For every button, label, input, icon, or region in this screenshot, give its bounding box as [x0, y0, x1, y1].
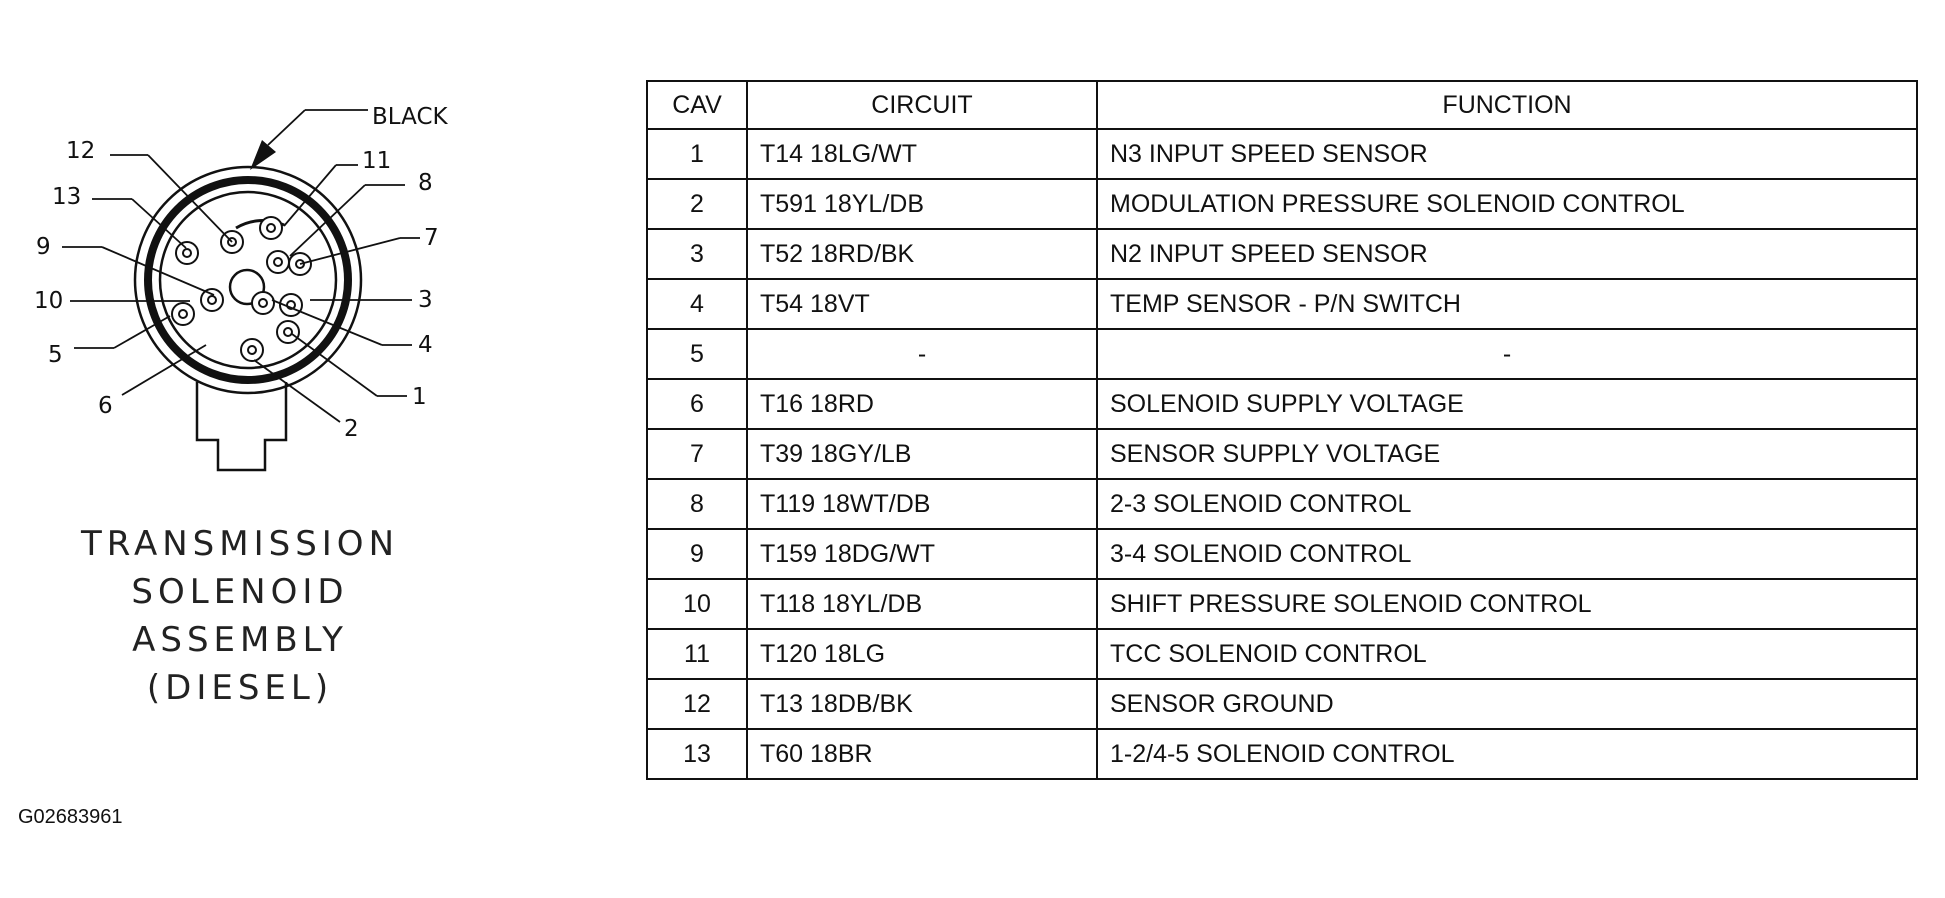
pin-contact — [284, 328, 292, 336]
header-circuit: CIRCUIT — [747, 81, 1097, 129]
color-label: BLACK — [372, 104, 448, 130]
caption-line: ASSEMBLY — [132, 620, 348, 660]
pin-label-13: 13 — [52, 184, 82, 210]
table-header-row — [647, 81, 1917, 129]
cell-circuit: T118 18YL/DB — [747, 579, 1097, 629]
pin-label-4: 4 — [418, 332, 433, 358]
pin-label-10: 10 — [34, 288, 64, 314]
pin-contact — [267, 224, 275, 232]
pin-contact — [208, 296, 216, 304]
figure-id: G02683961 — [18, 806, 123, 828]
cell-circuit: T54 18VT — [747, 279, 1097, 329]
pin-label-7: 7 — [424, 225, 439, 251]
cell-circuit: - — [747, 329, 1097, 379]
cell-cav: 7 — [647, 429, 747, 479]
cell-function: SENSOR GROUND — [1097, 679, 1917, 729]
cell-circuit: T119 18WT/DB — [747, 479, 1097, 529]
table-row — [647, 479, 1917, 529]
cell-cav: 12 — [647, 679, 747, 729]
caption-line: TRANSMISSION — [80, 524, 400, 564]
pin-label-1: 1 — [412, 384, 427, 410]
cell-cav: 2 — [647, 179, 747, 229]
cell-circuit: T39 18GY/LB — [747, 429, 1097, 479]
header-function: FUNCTION — [1097, 81, 1917, 129]
table-row — [647, 329, 1917, 379]
cell-circuit: T60 18BR — [747, 729, 1097, 779]
cell-circuit: T13 18DB/BK — [747, 679, 1097, 729]
connector-caption — [60, 520, 420, 712]
cell-cav: 5 — [647, 329, 747, 379]
pin-contact — [248, 346, 256, 354]
cell-function: MODULATION PRESSURE SOLENOID CONTROL — [1097, 179, 1917, 229]
table-row — [647, 429, 1917, 479]
cell-cav: 3 — [647, 229, 747, 279]
cell-circuit: T16 18RD — [747, 379, 1097, 429]
caption-line: (DIESEL) — [146, 668, 334, 708]
pin-label-5: 5 — [48, 342, 63, 368]
table-row — [647, 579, 1917, 629]
pin-label-9: 9 — [36, 234, 51, 260]
cell-cav: 10 — [647, 579, 747, 629]
table-row — [647, 129, 1917, 179]
pin-contact — [183, 249, 191, 257]
pinout-table — [646, 80, 1918, 780]
pin-contact — [179, 310, 187, 318]
pin-contact — [274, 258, 282, 266]
caption-line: SOLENOID — [131, 572, 349, 612]
pin-contact — [259, 299, 267, 307]
cell-cav: 11 — [647, 629, 747, 679]
cell-function: - — [1097, 329, 1917, 379]
table-row — [647, 629, 1917, 679]
cell-function: 3-4 SOLENOID CONTROL — [1097, 529, 1917, 579]
cell-function: SHIFT PRESSURE SOLENOID CONTROL — [1097, 579, 1917, 629]
cell-cav: 4 — [647, 279, 747, 329]
table-row — [647, 279, 1917, 329]
cell-function: 2-3 SOLENOID CONTROL — [1097, 479, 1917, 529]
table-row — [647, 179, 1917, 229]
cell-function: 1-2/4-5 SOLENOID CONTROL — [1097, 729, 1917, 779]
cell-circuit: T52 18RD/BK — [747, 229, 1097, 279]
cell-cav: 8 — [647, 479, 747, 529]
cell-circuit: T159 18DG/WT — [747, 529, 1097, 579]
pin-label-11: 11 — [362, 148, 392, 174]
cell-function: TEMP SENSOR - P/N SWITCH — [1097, 279, 1917, 329]
pin-label-2: 2 — [344, 416, 359, 442]
cell-cav: 9 — [647, 529, 747, 579]
cell-function: TCC SOLENOID CONTROL — [1097, 629, 1917, 679]
pin-label-12: 12 — [66, 138, 96, 164]
pin-label-3: 3 — [418, 287, 433, 313]
cell-cav: 6 — [647, 379, 747, 429]
cell-function: SENSOR SUPPLY VOLTAGE — [1097, 429, 1917, 479]
table-row — [647, 529, 1917, 579]
cell-circuit: T591 18YL/DB — [747, 179, 1097, 229]
cell-circuit: T120 18LG — [747, 629, 1097, 679]
cell-cav: 13 — [647, 729, 747, 779]
table-row — [647, 379, 1917, 429]
cell-circuit: T14 18LG/WT — [747, 129, 1097, 179]
table-row — [647, 229, 1917, 279]
cell-function: N2 INPUT SPEED SENSOR — [1097, 229, 1917, 279]
cell-function: SOLENOID SUPPLY VOLTAGE — [1097, 379, 1917, 429]
table-row — [647, 679, 1917, 729]
pin-label-8: 8 — [418, 170, 433, 196]
arrow-head — [250, 140, 276, 170]
table-row — [647, 729, 1917, 779]
pin-label-6: 6 — [98, 393, 113, 419]
header-cav: CAV — [647, 81, 747, 129]
cell-function: N3 INPUT SPEED SENSOR — [1097, 129, 1917, 179]
cell-cav: 1 — [647, 129, 747, 179]
